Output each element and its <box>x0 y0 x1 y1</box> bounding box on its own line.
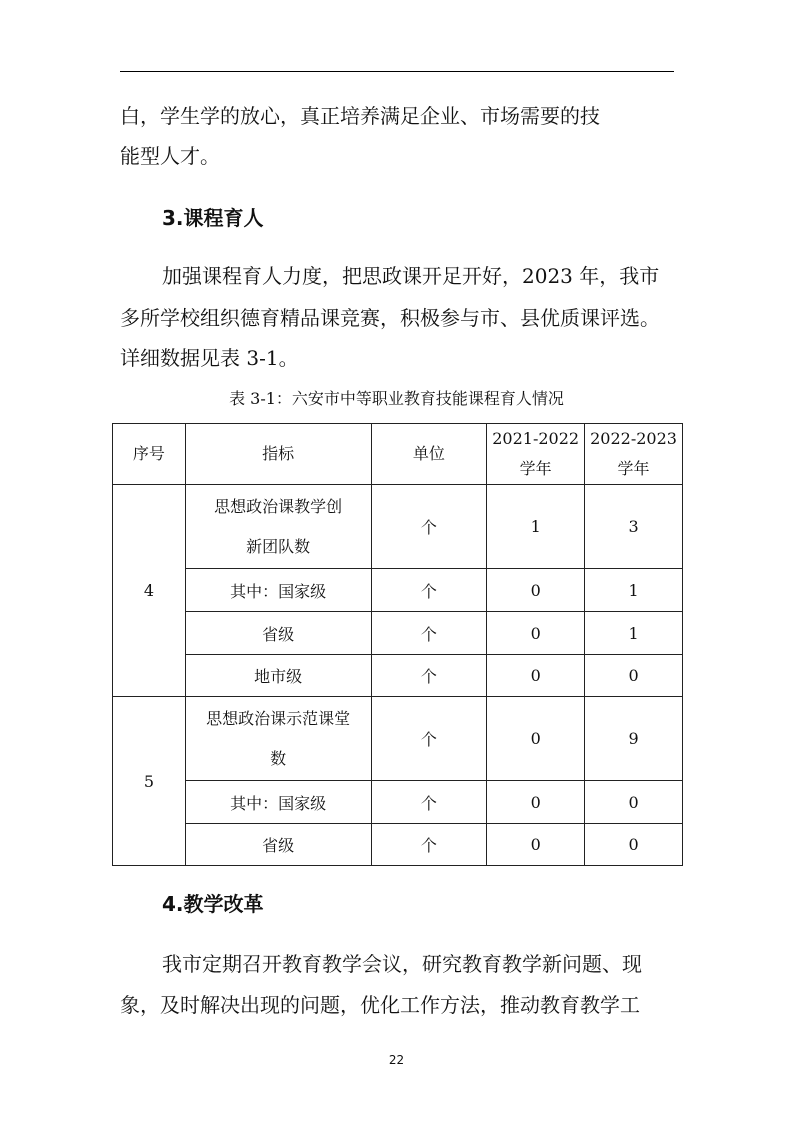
table-row <box>113 781 683 824</box>
value-cell: 1 <box>585 612 683 655</box>
section-4-heading: 4.教学改革 <box>162 892 264 916</box>
unit-cell: 个 <box>371 781 487 824</box>
indicator-cell: 地市级 <box>185 655 371 697</box>
value-cell: 1 <box>585 569 683 612</box>
section-3-line-1: 加强课程育人力度，把思政课开足开好，2023 年，我市 <box>162 264 660 288</box>
section-3-heading: 3.课程育人 <box>162 206 264 230</box>
table-row <box>113 824 683 866</box>
header-seq: 序号 <box>113 424 186 485</box>
value-cell: 1 <box>487 485 585 569</box>
header-rule <box>120 71 674 72</box>
section-3-line-3: 详细数据见表 3-1。 <box>120 346 299 370</box>
value-cell: 0 <box>585 781 683 824</box>
value-cell: 3 <box>585 485 683 569</box>
group-seq: 5 <box>113 697 186 866</box>
indicator-cell: 思想政治课示范课堂数 <box>185 697 371 781</box>
value-cell: 0 <box>487 569 585 612</box>
indicator-cell: 省级 <box>185 824 371 866</box>
group-seq: 4 <box>113 485 186 697</box>
value-cell: 0 <box>487 612 585 655</box>
value-cell: 0 <box>585 655 683 697</box>
table-row <box>113 612 683 655</box>
section-3-line-2: 多所学校组织德育精品课竞赛，积极参与市、县优质课评选。 <box>120 306 660 330</box>
header-unit: 单位 <box>371 424 487 485</box>
table-header-row <box>113 424 683 485</box>
skills-course-table <box>112 423 683 866</box>
intro-line-1: 白，学生学的放心，真正培养满足企业、市场需要的技 <box>120 104 600 128</box>
value-cell: 0 <box>487 655 585 697</box>
value-cell: 9 <box>585 697 683 781</box>
indicator-cell: 其中：国家级 <box>185 569 371 612</box>
header-indicator: 指标 <box>185 424 371 485</box>
unit-cell: 个 <box>371 824 487 866</box>
intro-line-2: 能型人才。 <box>120 144 220 168</box>
table-row <box>113 569 683 612</box>
unit-cell: 个 <box>371 612 487 655</box>
section-4-line-1: 我市定期召开教育教学会议，研究教育教学新问题、现 <box>162 952 642 976</box>
header-year-2: 2022-2023 学年 <box>585 424 683 485</box>
page-number: 22 <box>388 1053 405 1067</box>
table-row <box>113 697 683 781</box>
indicator-cell: 省级 <box>185 612 371 655</box>
section-4-line-2: 象，及时解决出现的问题，优化工作方法，推动教育教学工 <box>120 993 640 1017</box>
value-cell: 0 <box>585 824 683 866</box>
table-row <box>113 655 683 697</box>
value-cell: 0 <box>487 824 585 866</box>
unit-cell: 个 <box>371 697 487 781</box>
table-caption: 表 3-1：六安市中等职业教育技能课程育人情况 <box>229 389 564 408</box>
unit-cell: 个 <box>371 569 487 612</box>
indicator-cell: 其中：国家级 <box>185 781 371 824</box>
unit-cell: 个 <box>371 655 487 697</box>
unit-cell: 个 <box>371 485 487 569</box>
indicator-cell: 思想政治课教学创新团队数 <box>185 485 371 569</box>
value-cell: 0 <box>487 697 585 781</box>
header-year-1: 2021-2022 学年 <box>487 424 585 485</box>
value-cell: 0 <box>487 781 585 824</box>
table-row <box>113 485 683 569</box>
